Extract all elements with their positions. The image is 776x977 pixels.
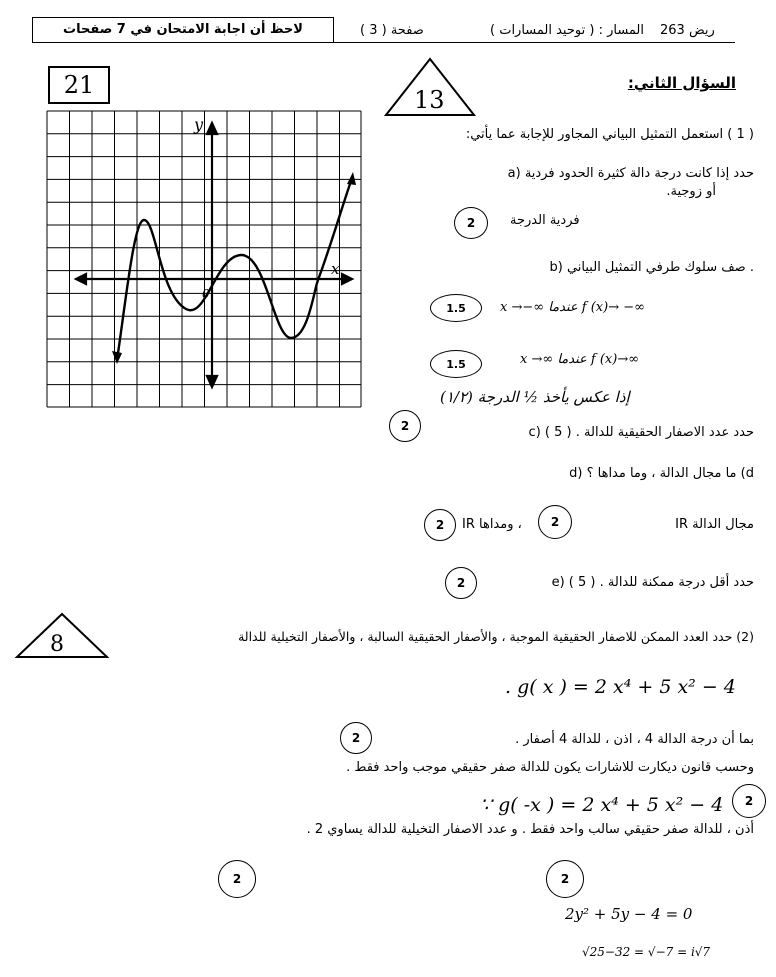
handwritten-note: إذا عكس يأخذ ½ الدرجة (١/٢) [440, 388, 630, 406]
hand-eq1: 2y² + 5y − 4 = 0 [565, 905, 693, 923]
e-question: e) حدد أقل درجة ممكنة للدالة . ( 5 ) [551, 575, 754, 590]
function-graph [46, 110, 362, 408]
c-question: c) حدد عدد الاصفار الحقيقية للدالة . ( 5 ) [528, 425, 754, 440]
header-notice-box [32, 17, 334, 43]
d-mark-1: 2 [424, 509, 456, 541]
ans-line1: بما أن درجة الدالة 4 ، اذن ، للدالة 4 أصفار . [515, 732, 754, 747]
a-mark: 2 [454, 207, 488, 239]
ans-line4-mark-2: 2 [546, 860, 584, 898]
c-mark: 2 [389, 410, 421, 442]
graph-y-label: y [194, 115, 204, 134]
graph-origin-label: 0 [202, 287, 210, 301]
a-answer: فردية الدرجة [510, 213, 580, 228]
b-row1-text: x →−∞ عندما f (x)→ −∞ [500, 300, 645, 315]
score-triangle-bottom-value: 8 [50, 632, 64, 657]
d-mark-2: 2 [538, 505, 572, 539]
graph-axes [76, 123, 352, 387]
part2-question: (2) حدد العدد الممكن للاصفار الحقيقية الموجبة ، والأصفار الحقيقية السالبة ، والأصفار التخيلية للدالة [238, 629, 754, 644]
header-rule [330, 42, 735, 43]
part1-intro: ( 1 ) استعمل التمثيل البياني المجاور للإجابة عما يأتي: [465, 127, 754, 142]
a-question-line2: أو زوجية. [666, 184, 716, 199]
score-box-value: 21 [63, 71, 95, 99]
b-row1-mark: 1.5 [430, 294, 482, 322]
d-answer-part1: مجال الدالة IR [675, 517, 754, 532]
graph-x-label: x [331, 260, 340, 278]
e-mark: 2 [445, 567, 477, 599]
hand-eq2: √25−32 = √−7 = i√7 [582, 945, 711, 959]
b-question: b) صف سلوك طرفي التمثيل البياني . [549, 260, 754, 275]
ans-line4-mark-1: 2 [218, 860, 256, 898]
question-title: السؤال الثاني: [627, 74, 736, 92]
ans-line1-mark: 2 [340, 722, 372, 754]
a-question-line1: a) حدد إذا كانت درجة دالة كثيرة الحدود فردية [507, 166, 754, 181]
score-box [48, 66, 110, 104]
score-triangle-top-value: 13 [414, 86, 445, 114]
header-notice: لاحظ أن اجابة الامتحان في 7 صفحات [63, 22, 303, 37]
d-question: d) ما مجال الدالة ، وما مداها ؟ (d [569, 466, 754, 481]
graph-grid [47, 111, 361, 407]
ans-line2: وحسب قانون ديكارت للاشارات يكون للدالة صفر حقيقي موجب واحد فقط . [346, 760, 754, 775]
ans-line3: ∵ g( -x ) = 2 x⁴ + 5 x² − 4 [480, 794, 724, 816]
part2-function: . g( x ) = 2 x⁴ + 5 x² − 4 [505, 676, 736, 698]
d-answer-part2: ، ومداها IR [462, 517, 522, 532]
header-code: ريض 263 [660, 23, 715, 38]
ans-line3-mark: 2 [732, 784, 766, 818]
header-page: صفحة ( 3 ) [360, 23, 424, 38]
header-track: المسار : ( توحيد المسارات ) [490, 23, 645, 38]
b-row2-mark: 1.5 [430, 350, 482, 378]
b-row2-text: x →∞ عندما f (x)→∞ [520, 352, 640, 367]
ans-line4: أذن ، للدالة صفر حقيقي سالب واحد فقط . و عدد الاصفار التخيلية للدالة يساوي 2 . [306, 822, 754, 837]
